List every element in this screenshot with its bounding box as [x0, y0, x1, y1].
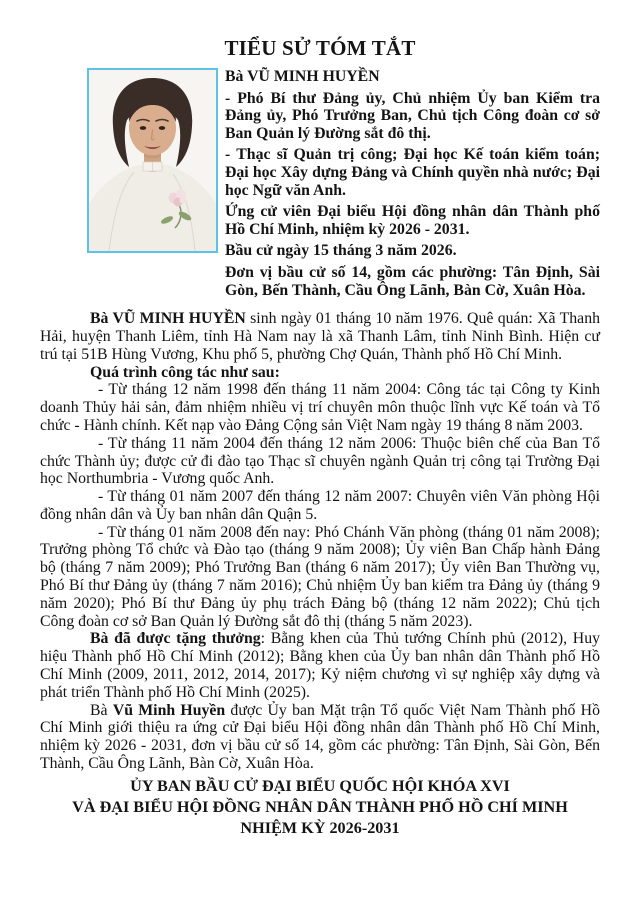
biography-body — [40, 310, 600, 773]
summary-electoral-unit: Đơn vị bầu cử số 14, gồm các phường: Tân Định, Sài Gòn, Bến Thành, Cầu Ông Lãnh, Bàn Cờ, Xuân Hòa. — [225, 263, 600, 299]
nomination-name-bold: Vũ Minh Huyền — [112, 701, 226, 719]
intro-paragraph — [40, 310, 600, 363]
summary-candidacy: Ứng cử viên Đại biểu Hội đồng nhân dân Thành phố Hồ Chí Minh, nhiệm kỳ 2026 - 2031. — [225, 203, 600, 238]
footer-line: ỦY BAN BẦU CỬ ĐẠI BIỂU QUỐC HỘI KHÓA XVI — [130, 776, 510, 795]
election-committee-footer — [40, 776, 600, 839]
career-heading: Quá trình công tác như sau: — [90, 363, 280, 381]
career-item: - Từ tháng 11 năm 2004 đến tháng 12 năm 2006: Thuộc biên chế của Ban Tổ chức Thành ủy; được cử đi đào tạo Thạc sĩ chuyên ngành Quản trị công tại Trường Đại học Northumbria - Vương quốc Anh. — [40, 434, 600, 488]
career-item: - Từ tháng 01 năm 2008 đến nay: Phó Chánh Văn phòng (tháng 01 năm 2008); Trưởng phòng Tổ chức và Đào tạo (tháng 9 năm 2008); Ủy viên Ban Chấp hành Đảng bộ (tháng 7 năm 2009); Phó Trưởng Ban (tháng 6 năm 2017); Ủy viên Ban Thường vụ, Phó Bí thư Đảng ủy (tháng 7 năm 2016); Chủ nhiệm Ủy ban kiểm tra Đảng ủy (tháng 9 năm 2020); Phó Bí thư Đảng ủy phụ trách Đảng bộ (tháng 12 năm 2022); Chủ tịch Công đoàn cơ sở Ban Quản lý Đường sắt đô thị (tháng 5 năm 2023). — [40, 523, 600, 630]
awards-text: : Bằng khen của Thủ tướng Chính phủ (2012), Huy hiệu Thành phố Hồ Chí Minh (2012); Bằng khen của Ủy ban nhân dân Thành phố Hồ Chí Minh (2009, 2011, 2012, 2014, 2017); Kỷ niệm chương vì sự nghiệp xây dựng và phát triển Thành phố Hồ Chí Minh (2025). — [40, 630, 600, 701]
page-title: TIỂU SỬ TÓM TẮT — [224, 36, 416, 60]
career-item: - Từ tháng 12 năm 1998 đến tháng 11 năm 2004: Công tác tại Công ty Kinh doanh Thủy hải sản, đảm nhiệm nhiều vị trí chuyên môn thuộc lĩnh vực Kế toán và Tổ chức - Hành chính. Kết nạp vào Đảng Cộng sản Việt Nam ngày 19 tháng 8 năm 2003. — [40, 381, 600, 434]
candidate-photo — [87, 68, 218, 253]
summary-education: - Thạc sĩ Quản trị công; Đại học Kế toán kiểm toán; Đại học Xây dựng Đảng và Chính quyền nhà nước; Đại học Ngữ văn Anh. — [225, 146, 600, 199]
nomination-pre: Bà — [90, 701, 113, 719]
summary-positions: - Phó Bí thư Đảng ủy, Chủ nhiệm Ủy ban Kiểm tra Đảng ủy, Phó Trưởng Ban, Chủ tịch Công đoàn cơ sở Ban Quản lý Đường sắt đô thị. — [225, 89, 600, 142]
awards-label-bold: Bà đã được tặng thưởng — [90, 630, 261, 648]
awards-paragraph — [40, 630, 600, 701]
candidate-summary-column — [225, 68, 600, 303]
career-item: - Từ tháng 01 năm 2007 đến tháng 12 năm 2007: Chuyên viên Văn phòng Hội đồng nhân dân và Ủy ban nhân dân Quận 5. — [40, 488, 600, 523]
nomination-text: được Ủy ban Mặt trận Tổ quốc Việt Nam Thành phố Hồ Chí Minh giới thiệu ra ứng cử Đại biểu Hội đồng nhân dân Thành phố Hồ Chí Minh, nhiệm kỳ 2026 - 2031, đơn vị bầu cử số 14, gồm các phường: Tân Định, Sài Gòn, Bến Thành, Cầu Ông Lãnh, Bàn Cờ, Xuân Hòa. — [40, 701, 600, 773]
intro-text: sinh ngày 01 tháng 10 năm 1976. Quê quán: Xã Thanh Hải, huyện Thanh Liêm, tỉnh Hà Nam nay là xã Thanh Lâm, tỉnh Ninh Bình. Hiện cư trú tại 51B Hùng Vương, Khu phố 5, phường Chợ Quán, Thành phố Hồ Chí Minh. — [40, 310, 600, 363]
nomination-paragraph — [40, 702, 600, 773]
candidate-name: Bà VŨ MINH HUYỀN — [225, 68, 380, 85]
header-section — [40, 68, 600, 303]
summary-election-date: Bầu cử ngày 15 tháng 3 năm 2026. — [225, 242, 457, 260]
intro-name-bold: Bà VŨ MINH HUYỀN — [90, 310, 246, 328]
footer-line: NHIỆM KỲ 2026-2031 — [240, 818, 400, 837]
portrait-illustration — [89, 70, 216, 251]
footer-line: VÀ ĐẠI BIỂU HỘI ĐỒNG NHÂN DÂN THÀNH PHỐ HỒ CHÍ MINH — [72, 797, 568, 816]
